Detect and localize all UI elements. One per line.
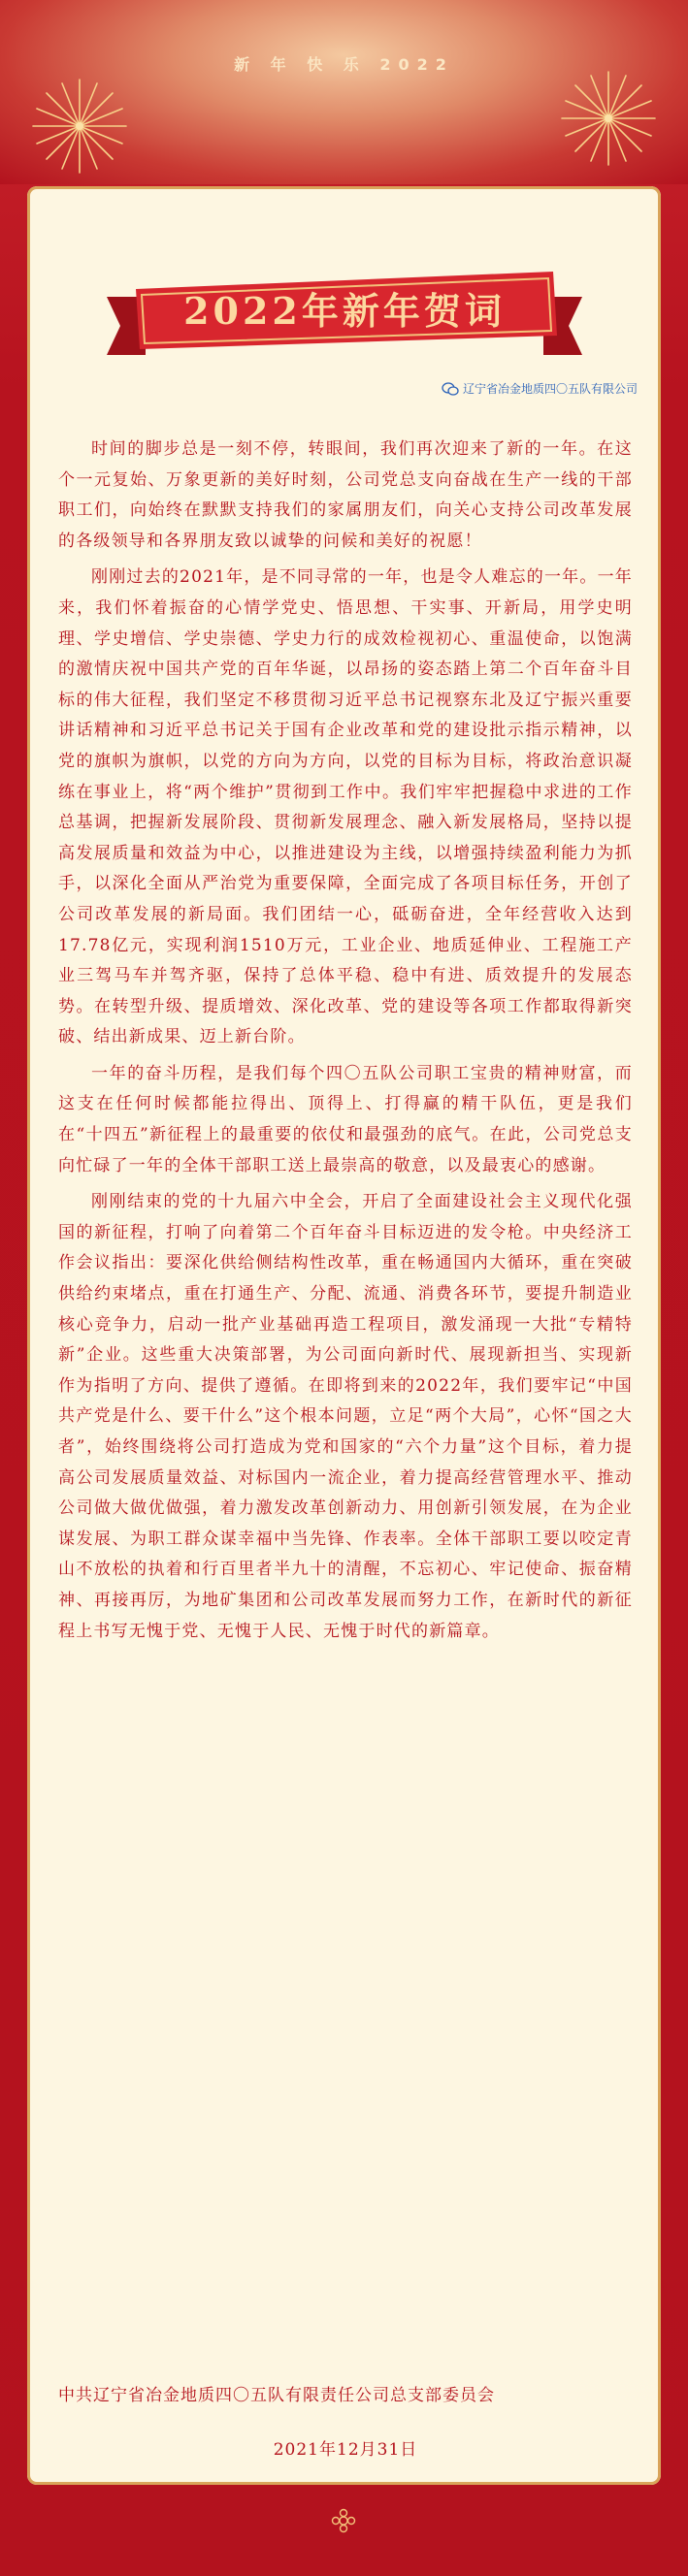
paragraph-2: 刚刚过去的2021年，是不同寻常的一年，也是令人难忘的一年。一年来，我们怀着振奋的心情学党史、悟思想、干实事、开新局，用学史明理、学史增信、学史崇德、学史力行的成效检视初心、重温使命，以饱满的激情庆祝中国共产党的百年华诞，以昂扬的姿态踏上第二个百年奋斗目标的伟大征程，我们坚定不移贯彻习近平总书记视察东北及辽宁振兴重要讲话精神和习近平总书记关于国有企业改革和党的建设批示指示精神，以党的旗帜为旗帜，以党的方向为方向，以党的目标为目标，将政治意识凝练在事业上，将“两个维护”贯彻到工作中。我们牢牢把握稳中求进的工作总基调，把握新发展阶段、贯彻新发展理念、融入新发展格局，坚持以提高发展质量和效益为中心，以推进建设为主线，以增强持续盈利能力为抓手，以深化全面从严治党为重要保障，全面完成了各项目标任务，开创了公司改革发展的新局面。我们团结一心，砥砺奋进，全年经营收入达到17.78亿元，实现利润1510万元，工业企业、地质延伸业、工程施工产业三驾马车并驾齐驱，保持了总体平稳、稳中有进、质效提升的发展态势。在转型升级、提质增效、深化改革、党的建设等各项工作都取得新突破、结出新成果、迈上新台阶。 bbox=[58, 567, 633, 1047]
paragraph-1: 时间的脚步总是一刻不停，转眼间，我们再次迎来了新的一年。在这个一元复始、万象更新的美好时刻，公司党总支向奋战在生产一线的干部职工们，向始终在默默支持我们的家属朋友们，向关心支持公司改革发展的各级领导和各界朋友致以诚挚的问候和美好的祝愿！ bbox=[58, 439, 633, 551]
new-year-greeting: 新 年 快 乐 2022 bbox=[234, 55, 454, 74]
wechat-icon bbox=[442, 382, 459, 396]
page-title: 2022年新年贺词 bbox=[183, 289, 506, 333]
firework-right-icon bbox=[550, 60, 667, 177]
signature-date: 2021年12月31日 bbox=[273, 2440, 418, 2460]
paragraph-4: 刚刚结束的党的十九届六中全会，开启了全面建设社会主义现代化强国的新征程，打响了向着第二个百年奋斗目标迈进的发令枪。中央经济工作会议指出：要深化供给侧结构性改革，重在畅通国内大循环，重在突破供给约束堵点，重在打通生产、分配、流通、消费各环节，要提升制造业核心竞争力，启动一批产业基础再造工程项目，激发涌现一大批“专精特新”企业。这些重大决策部署，为公司面向新时代、展现新担当、实现新作为指明了方向、提供了遵循。在即将到来的2022年，我们要牢记“中国共产党是什么、要干什么”这个根本问题，立足“两个大局”，心怀“国之大者”，始终围绕将公司打造成为党和国家的“六个力量”这个目标，着力提高公司发展质量效益、对标国内一流企业，着力提高经营管理水平、推动公司做大做优做强，着力激发改革创新动力、用创新引领发展，在为企业谋发展、为职工群众谋幸福中当先锋、作表率。全体干部职工要以咬定青山不放松的执着和行百里者半九十的清醒，不忘初心、牢记使命、振奋精神、再接再厉，为地矿集团和公司改革发展而努力工作，在新时代的新征程上书写无愧于党、无愧于人民、无愧于时代的新篇章。 bbox=[58, 1192, 633, 1641]
paragraph-3: 一年的奋斗历程，是我们每个四〇五队公司职工宝贵的精神财富，而这支在任何时候都能拉得出、顶得上、打得赢的精干队伍，更是我们在“十四五”新征程上的最重要的依仗和最强劲的底气。在此，公司党总支向忙碌了一年的全体干部职工送上最崇高的敬意，以及最衷心的感谢。 bbox=[58, 1063, 633, 1175]
signature-block bbox=[58, 2381, 633, 2464]
source-account bbox=[442, 380, 638, 397]
source-name: 辽宁省冶金地质四〇五队有限公司 bbox=[462, 382, 638, 396]
message-body bbox=[58, 435, 633, 1653]
firework-left-icon bbox=[21, 68, 138, 184]
flower-ornament-icon bbox=[331, 2508, 356, 2533]
signature-org: 中共辽宁省冶金地质四〇五队有限责任公司总支部委员会 bbox=[58, 2386, 495, 2405]
